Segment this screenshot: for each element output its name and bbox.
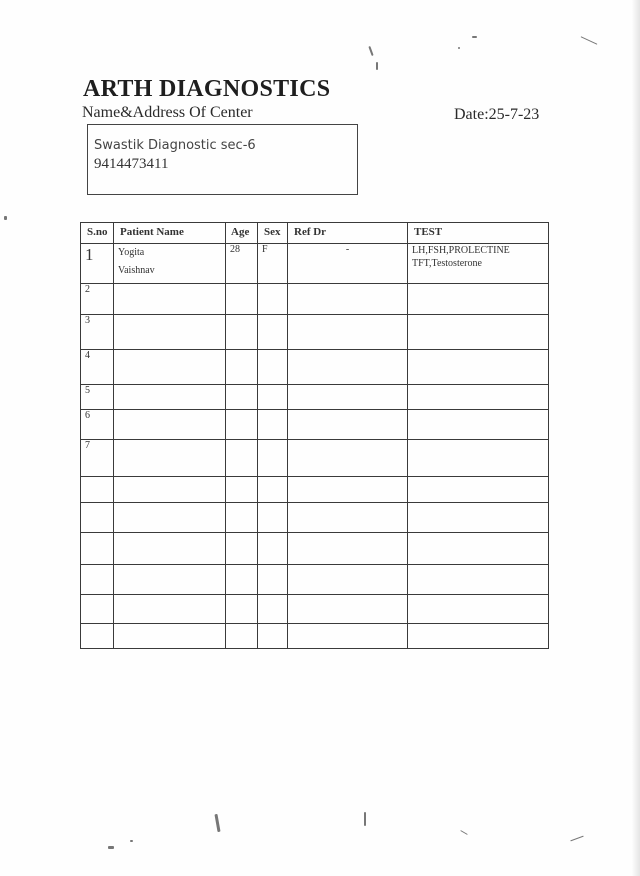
table-row (81, 503, 549, 533)
row-sno: 6 (81, 410, 114, 440)
patient-table (80, 222, 549, 649)
table-row (81, 624, 549, 649)
table-row (81, 350, 549, 385)
row-sno (81, 624, 114, 649)
test-line-2: TFT,Testosterone (412, 258, 482, 269)
row-sno (81, 477, 114, 503)
lab-title: ARTH DIAGNOSTICS (83, 76, 331, 102)
center-name: Swastik Diagnostic sec-6 (94, 138, 256, 153)
row-sex: F (258, 244, 288, 284)
table-row (81, 533, 549, 565)
table-row (81, 565, 549, 595)
row-sno: 7 (81, 440, 114, 477)
row-sno: 1 (81, 244, 114, 284)
table-row (81, 385, 549, 410)
header-sno: S.no (81, 223, 114, 244)
center-label: Name&Address Of Center (82, 104, 253, 121)
report-date: Date:25-7-23 (454, 106, 540, 123)
table-row (81, 315, 549, 350)
row-patient-name (114, 244, 226, 284)
table-header-row (81, 223, 549, 244)
row-sno (81, 565, 114, 595)
header-sex: Sex (258, 223, 288, 244)
patient-last-name: Vaishnav (118, 265, 155, 276)
row-ref-dr: - (288, 244, 408, 284)
row-sno: 5 (81, 385, 114, 410)
row-sno: 4 (81, 350, 114, 385)
header-patient-name: Patient Name (114, 223, 226, 244)
table-row (81, 410, 549, 440)
row-sno (81, 595, 114, 624)
row-age: 28 (226, 244, 258, 284)
table-row (81, 595, 549, 624)
table-row (81, 477, 549, 503)
header-age: Age (226, 223, 258, 244)
row-sno (81, 533, 114, 565)
table-row (81, 440, 549, 477)
test-line-1: LH,FSH,PROLECTINE (412, 245, 510, 256)
row-test (408, 244, 549, 284)
table-row (81, 244, 549, 284)
header-test: TEST (408, 223, 549, 244)
patient-first-name: Yogita (118, 247, 145, 258)
row-sno (81, 503, 114, 533)
header-ref-dr: Ref Dr (288, 223, 408, 244)
center-address-box (87, 124, 358, 195)
row-sno: 2 (81, 284, 114, 315)
center-phone: 9414473411 (94, 156, 169, 172)
row-sno: 3 (81, 315, 114, 350)
table-row (81, 284, 549, 315)
